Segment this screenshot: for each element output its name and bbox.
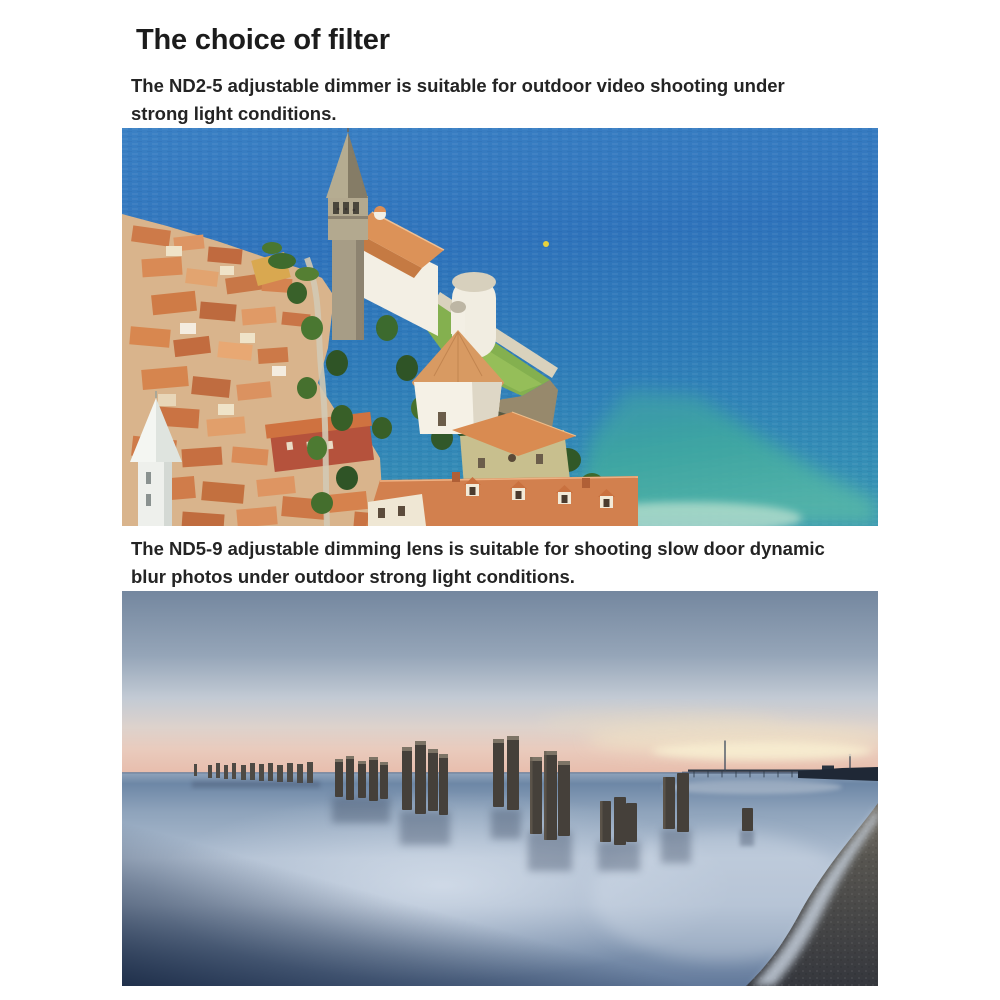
nd2-5-description: [131, 72, 878, 128]
coastal-town-daylight-photo: [122, 128, 878, 526]
page-title: The choice of filter: [136, 24, 390, 56]
description-line: The ND5-9 adjustable dimming lens is suitable for shooting slow door dynamic: [131, 538, 825, 559]
buoy: [543, 241, 549, 247]
nd5-9-description: [131, 535, 878, 591]
description-line: blur photos under outdoor strong light conditions.: [131, 566, 575, 587]
description-line: strong light conditions.: [131, 103, 337, 124]
description-line: The ND2-5 adjustable dimmer is suitable for outdoor video shooting under: [131, 75, 785, 96]
dormer-building: [366, 472, 638, 526]
content-column: [122, 23, 878, 986]
long-exposure-sea-dusk-photo: [122, 591, 878, 986]
